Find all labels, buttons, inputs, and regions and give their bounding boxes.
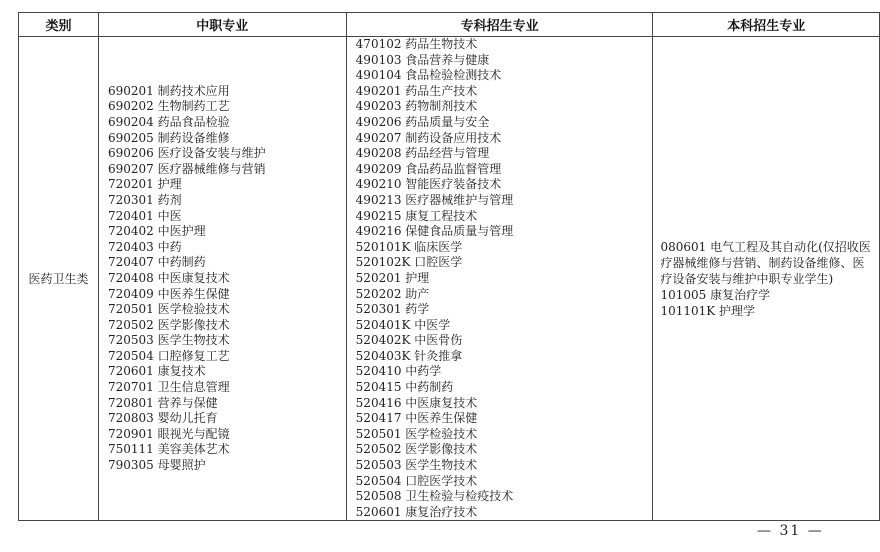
list-item: 720407 中药制药 xyxy=(107,255,206,270)
list-item: 720403 中药 xyxy=(107,239,182,254)
list-item: 490215 康复工程技术 xyxy=(355,208,478,223)
list-item: 520601 康复治疗技术 xyxy=(355,504,478,519)
list-item: 490201 药品生产技术 xyxy=(355,83,478,98)
list-item: 520501 医学检验技术 xyxy=(355,426,478,441)
list-item: 101005 康复治疗学 xyxy=(660,287,771,302)
header-zhuanke: 专科招生专业 xyxy=(346,13,653,37)
header-category: 类别 xyxy=(19,13,99,37)
list-item: 690201 制药技术应用 xyxy=(107,83,230,98)
zhongzhi-list xyxy=(99,84,346,474)
list-item: 690202 生物制药工艺 xyxy=(107,99,230,114)
list-item: 720201 护理 xyxy=(107,177,182,192)
list-item: 520508 卫生检验与检疫技术 xyxy=(355,489,514,504)
list-item: 520403K 针灸推拿 xyxy=(355,348,463,363)
list-item: 520202 助产 xyxy=(355,286,430,301)
category-cell xyxy=(19,37,99,521)
list-item: 520417 中医养生保健 xyxy=(355,411,478,426)
list-item: 490206 药品质量与安全 xyxy=(355,114,490,129)
list-item: 720901 眼视光与配镜 xyxy=(107,426,230,441)
list-item: 520201 护理 xyxy=(355,270,430,285)
list-item: 720408 中医康复技术 xyxy=(107,270,230,285)
list-item: 520502 医学影像技术 xyxy=(355,442,478,457)
list-item: 520401K 中医学 xyxy=(355,317,451,332)
list-item: 720503 医学生物技术 xyxy=(107,333,230,348)
list-item: 490203 药物制剂技术 xyxy=(355,99,478,114)
page-number: — 31 — xyxy=(757,523,824,539)
list-item: 520102K 口腔医学 xyxy=(355,255,463,270)
list-item: 490216 保健食品质量与管理 xyxy=(355,224,514,239)
list-item: 720409 中医养生保健 xyxy=(107,286,230,301)
list-item: 520301 药学 xyxy=(355,302,430,317)
benke-list xyxy=(653,239,879,319)
list-item: 790305 母婴照护 xyxy=(107,458,206,473)
list-item: 720401 中医 xyxy=(107,208,182,223)
list-item: 720601 康复技术 xyxy=(107,364,206,379)
list-item: 520416 中医康复技术 xyxy=(355,395,478,410)
header-row xyxy=(19,13,880,37)
list-item: 520402K 中医骨伤 xyxy=(355,333,463,348)
table-row xyxy=(19,37,880,521)
list-item: 690204 药品食品检验 xyxy=(107,114,230,129)
list-item: 520410 中药学 xyxy=(355,364,442,379)
list-item: 520503 医学生物技术 xyxy=(355,458,478,473)
list-item: 520504 口腔医学技术 xyxy=(355,473,478,488)
list-item: 720801 营养与保健 xyxy=(107,395,218,410)
list-item: 490103 食品营养与健康 xyxy=(355,52,490,67)
list-item: 490207 制药设备应用技术 xyxy=(355,130,502,145)
list-item: 520101K 临床医学 xyxy=(355,239,463,254)
list-item: 101101K 护理学 xyxy=(660,303,756,318)
zhuanke-list xyxy=(347,37,653,520)
benke-cell xyxy=(653,37,880,521)
list-item: 720501 医学检验技术 xyxy=(107,302,230,317)
list-item: 520415 中药制药 xyxy=(355,380,454,395)
list-item: 490210 智能医疗装备技术 xyxy=(355,177,502,192)
list-item: 720402 中医护理 xyxy=(107,224,206,239)
list-item: 490208 药品经营与管理 xyxy=(355,146,490,161)
list-item: 720803 婴幼儿托育 xyxy=(107,411,218,426)
list-item: 490104 食品检验检测技术 xyxy=(355,68,502,83)
list-item: 720504 口腔修复工艺 xyxy=(107,348,230,363)
header-benke: 本科招生专业 xyxy=(653,13,880,37)
zhongzhi-cell xyxy=(98,37,346,521)
list-item: 470102 药品生物技术 xyxy=(355,37,478,51)
major-table xyxy=(18,12,880,521)
list-item: 080601 电气工程及其自动化(仅招收医疗器械维修与营销、制药设备维修、医疗设备安装与维护中职专业学生) xyxy=(660,239,871,286)
list-item: 690206 医疗设备安装与维护 xyxy=(107,146,266,161)
header-zhongzhi: 中职专业 xyxy=(98,13,346,37)
list-item: 720701 卫生信息管理 xyxy=(107,380,230,395)
list-item: 720502 医学影像技术 xyxy=(107,317,230,332)
list-item: 720301 药剂 xyxy=(107,192,182,207)
zhuanke-cell xyxy=(346,37,653,521)
category-label: 医药卫生类 xyxy=(28,272,89,287)
list-item: 490209 食品药品监督管理 xyxy=(355,161,502,176)
list-item: 490213 医疗器械维护与管理 xyxy=(355,192,514,207)
list-item: 690205 制药设备维修 xyxy=(107,130,230,145)
list-item: 750111 美容美体艺术 xyxy=(107,442,230,457)
list-item: 690207 医疗器械维修与营销 xyxy=(107,161,266,176)
